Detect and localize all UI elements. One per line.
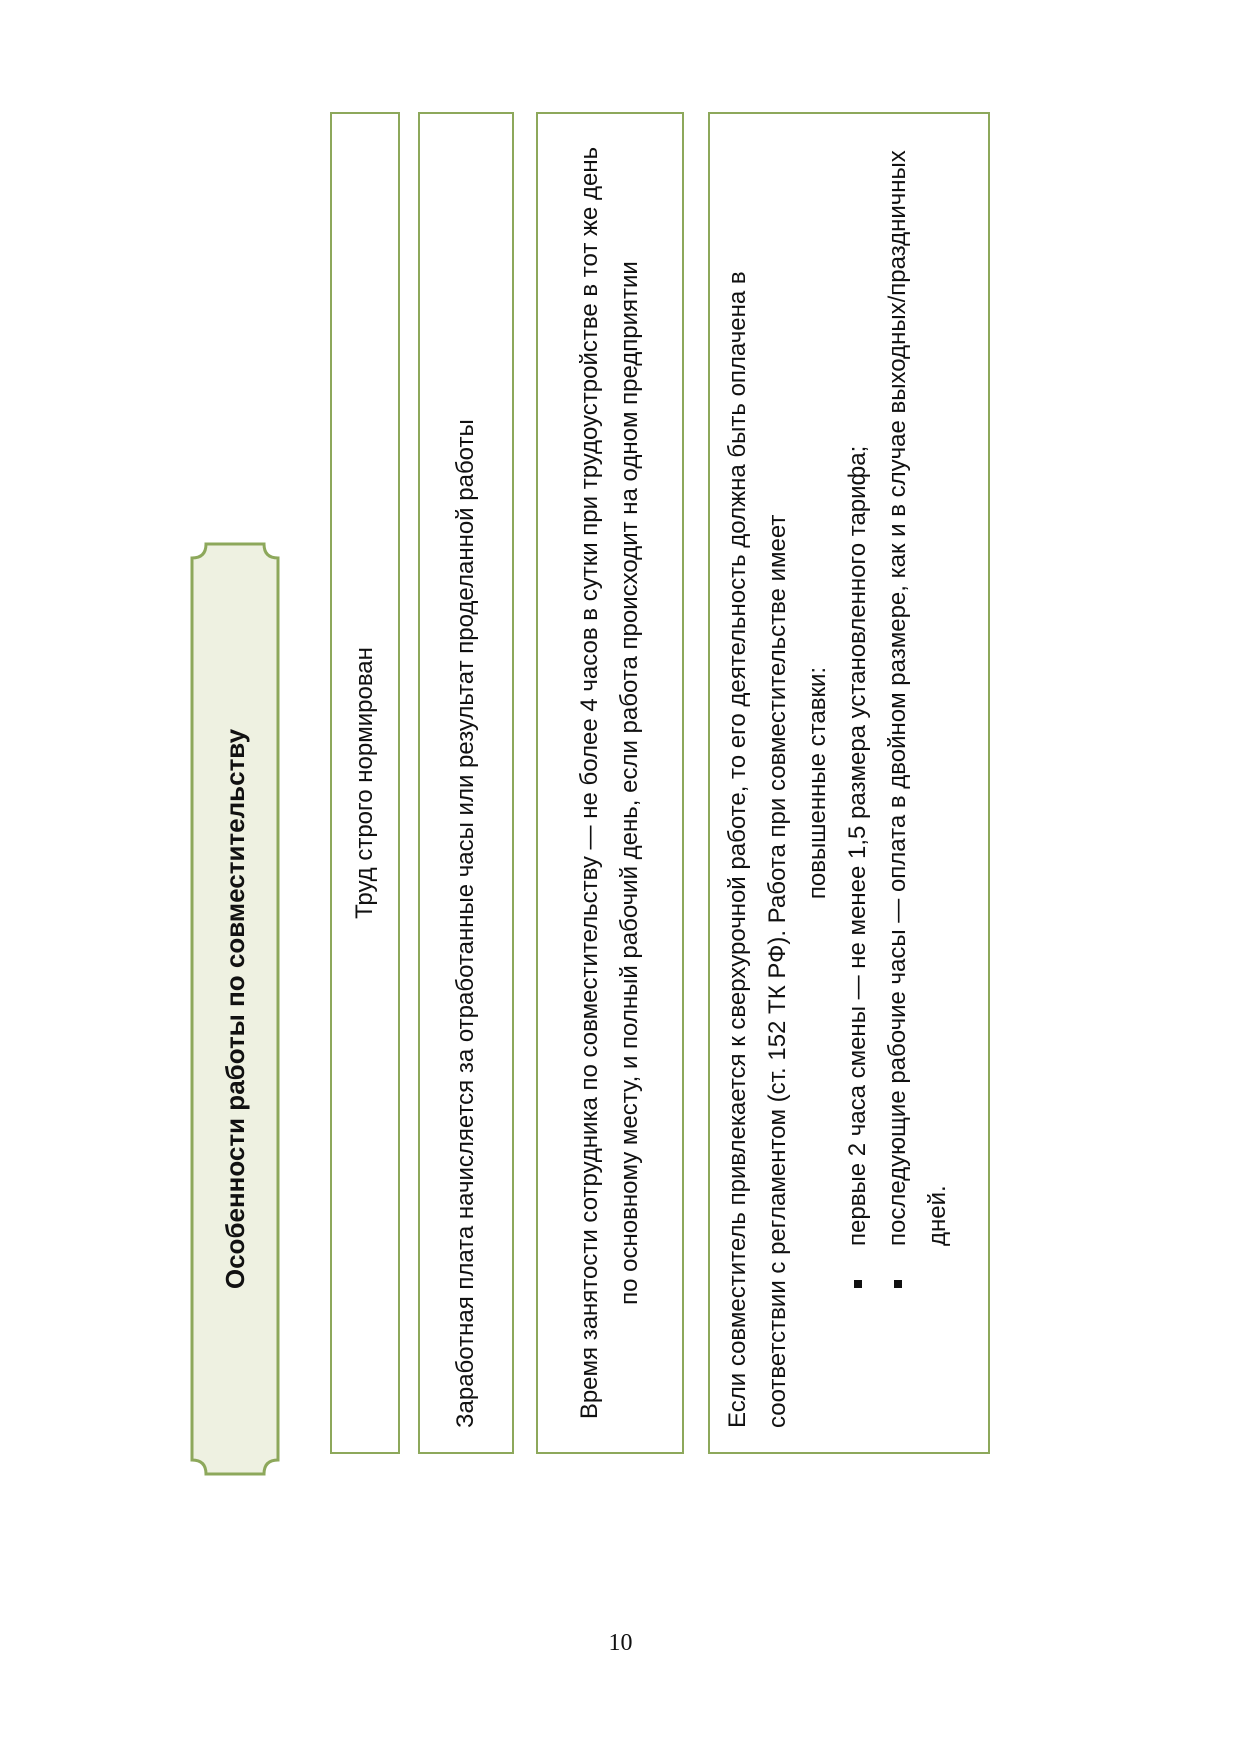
overtime-content: [718, 138, 958, 1428]
title-banner: [190, 542, 280, 1476]
feature-box-normed-labor: [330, 112, 400, 1454]
feature-text: Заработная плата начисляется за отработанные часы или результат проделанной работы: [452, 419, 479, 1428]
feature-text: Труд строго нормирован: [351, 647, 378, 919]
feature-text: Если совместитель привлекается к сверхурочной работе, то его деятельность должна быть оплачена в соответствии с регламентом (ст. 152 ТК РФ). Работа при совместительстве имеет: [724, 271, 791, 1428]
feature-box-work-hours: [536, 112, 684, 1454]
page-number: 10: [608, 1630, 633, 1656]
rates-label: повышенные ставки:: [804, 666, 831, 900]
list-item-text: последующие рабочие часы — оплата в двойном размере, как и в случае выходных/праздничных дней.: [884, 150, 951, 1246]
square-bullet-icon: [894, 1280, 902, 1288]
rotated-content: [190, 130, 990, 1476]
list-item: [878, 138, 958, 1288]
page-title: Особенности работы по совместительству: [219, 728, 250, 1290]
feature-box-salary: [418, 112, 514, 1454]
feature-box-overtime: [708, 112, 990, 1454]
list-item: [838, 138, 878, 1288]
overtime-rate-list: [838, 138, 958, 1428]
list-item-text: первые 2 часа смены — не менее 1,5 размера установленного тарифа;: [844, 445, 871, 1246]
feature-text: Время занятости сотрудника по совместительству — не более 4 часов в сутки при трудоустройстве в тот же день по основному месту, и полный рабочий день, если работа происходит на одном предприятии: [576, 146, 643, 1420]
square-bullet-icon: [854, 1280, 862, 1288]
